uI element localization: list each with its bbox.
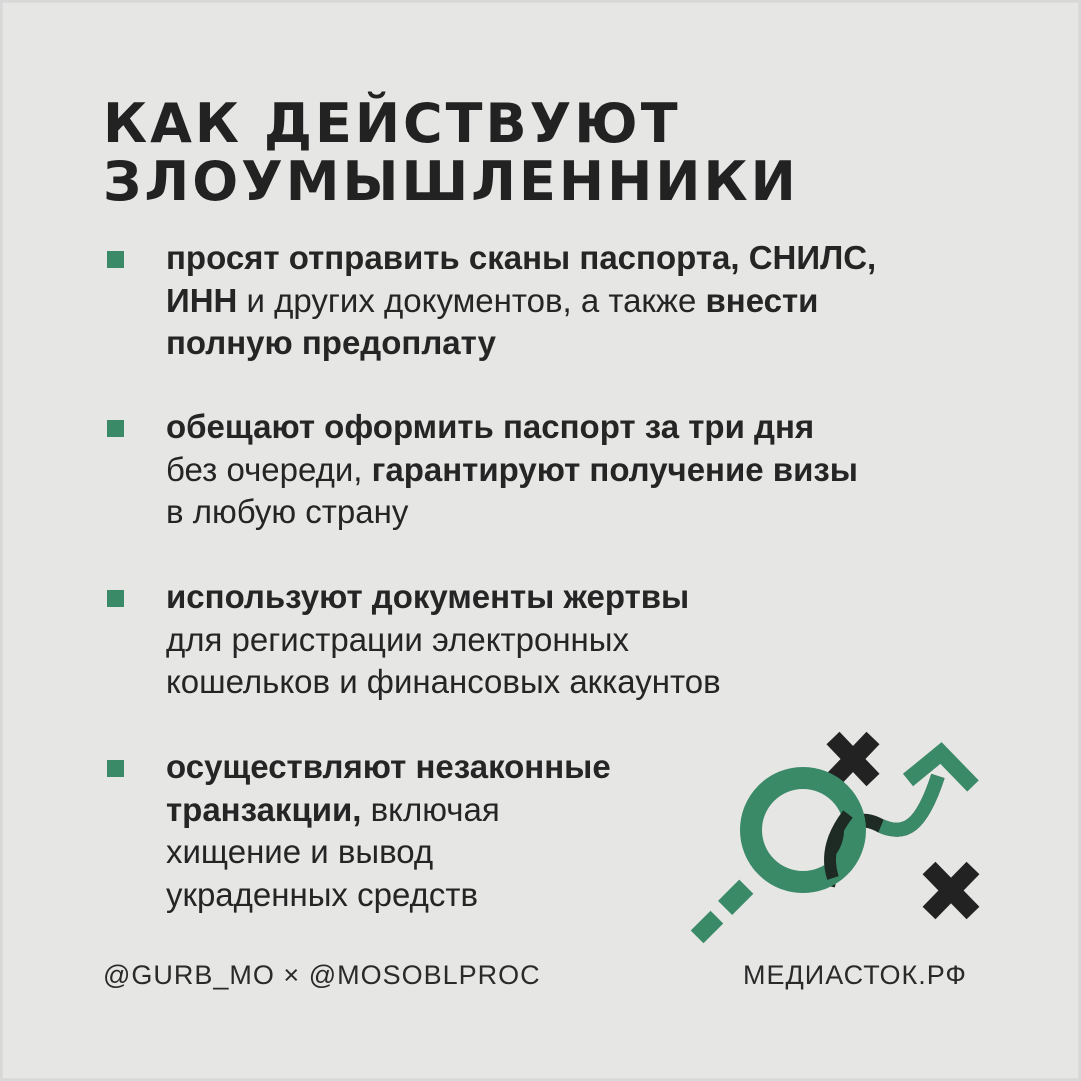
social-handles: @GURB_MO × @MOSOBLPROC (103, 960, 541, 990)
title-line-1: КАК ДЕЙСТВУЮТ (103, 92, 681, 155)
list-item-text: осуществляют незаконные транзакции, включая хищение и вывод украденных средств (166, 748, 611, 913)
list-item-text: обещают оформить паспорт за три дня без очереди, гарантируют получение визы в любую страну (166, 408, 858, 530)
bullet-square-icon (107, 251, 124, 268)
page-title (103, 92, 799, 213)
bullet-square-icon (107, 590, 124, 607)
bullet-square-icon (107, 760, 124, 777)
title-line-2: ЗЛОУМЫШЛЕННИКИ (103, 150, 799, 213)
infographic-card (2, 2, 1079, 1079)
bullet-square-icon (107, 420, 124, 437)
cross-icon (833, 738, 873, 780)
list-item-text: просят отправить сканы паспорта, СНИЛС, ИНН и других документов, а также внести полную предоплату (166, 239, 877, 361)
list-item-text: используют документы жертвы для регистрации электронных кошельков и финансовых аккаунтов (166, 578, 721, 700)
cross-icon (929, 868, 973, 913)
illustration (683, 718, 1003, 958)
magnifier-icon (691, 778, 855, 943)
site-name: МЕДИАСТОК.РФ (743, 960, 967, 990)
